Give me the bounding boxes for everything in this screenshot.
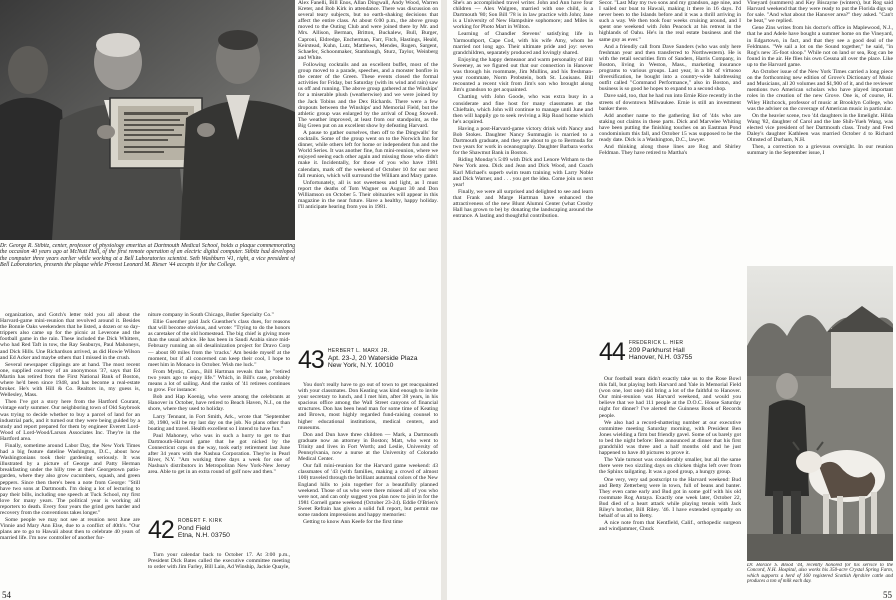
class-secretary-address (328, 348, 418, 370)
plaque-presentation-photo (0, 0, 295, 240)
paragraph: Add another name to the gathering list of '44s who are staking out claims in these parts. Dick and Marvelee Whiting have been putting the finishing touches on an Eastman Pond condominium this fall, and October 15 was supposed to be the ready date. Dick is a Washington, D.C., lawyer. (599, 112, 741, 144)
secretary-name: HERBERT L. MARX JR. (327, 348, 390, 354)
page-number: 55 (883, 589, 892, 600)
paragraph: Some people we may not see at reunion next June are Vinnie and Mary Ann Else, due to a conflict of 40th's. "Our plans are to go to Hawaii about then to celebrate 40 years of married life. I'm now controller of another fur- (0, 517, 140, 542)
photo-caption: Dr. George R. Stibitz, center, professor of physiology emeritus at Dartmouth Medical School, holds a plaque commemorating the occasion 40 years ago at McNutt Hall, of the first remote operation of an electric digital computer. Stibitz had developed the computer three years earlier while working at a Bell Laboratories scientist. Seth Washburn '41, right, a vice president of Bell Laboratories, presents the plaque while Provost Leonard M. Rieser '44 accepts it for the College. (0, 243, 295, 269)
paragraph: We also had a record-shattering number at our executive committee meeting Saturday morning, with President Ben Jones wielding a firm but friendly gavel. Some of us barely got to bed the night before: Ben announced at dinner that his first grandchild was three and a half months old and he just happened to have 40 pictures to prove it. (599, 419, 741, 457)
paragraph: Riding Monday's 5:09 with Dick and Lenore Witham to the New York area. Dick and Jean and Dick Wood, and Coach Karl Michael's superb swim team training with Larry Noble and Dick Warner, and . . . you get the idea. Come join us next year! (453, 157, 593, 188)
paragraph: niture company in South Chicago, Butler Specialty Co." (148, 312, 274, 318)
right-page (447, 0, 896, 600)
secretary-city: Etna, N.H. 03750 (177, 532, 230, 540)
paragraph: organization, and Gotch's letter told you all about the Harvard-game mini-reunion that revolved around it. Besides the Bonnie Oaks weekenders that he listed, a dozen or so day-trippers also came up for the picnic at Leverone and the football game in the rain. These included the Dick Whitters, who had Red Taft in tow, the Ray Seaburys, Paul Mahoneys, and Dick Hills. Une Richardson arrived, as did Howie Wilson and Ed Acker and maybe others that I missed in the crush. (0, 312, 140, 361)
paragraph: Gene Zins writes from his doctor's office in Maplewood, N.J., that he and Adele have bought a summer home on the Vineyard, in Edgartown, in fact, and that they see a good deal of the Feldmans. "We sail a lot on the Sound together," he said, "in Rog's new 35-foot sloop." While not on land or sea, Rog can be found in the air. He flies his own Cessna all over the place. Like up to the Harvard game. (747, 25, 893, 68)
right-column-2 (599, 0, 741, 340)
paragraph: From Mystic, Conn., Bill Hartman reveals that he "retired two years ago to enjoy life." Which, in Bill's case, probably means a lot of sailing. And the ranks of '41 retirees continues to grow. For instance: (148, 368, 290, 394)
secretary-name: FREDERICK L. HIER (628, 340, 684, 346)
paragraph: Secor. "Last May my two sons and my grandson, age nine, and I sailed our boat to Hawaii, making it there in 16 days. I'd never been to the Islands before and it was a thrill arriving in such a way. We then took four weeks cruising around, and I spent one weekend with John Peacock at his retreat in the highlands of Oahu. He's in the real estate business and the same guy as ever." (599, 0, 741, 43)
farm-cattle-photo (747, 266, 893, 561)
paragraph: Vineyard (summers) and Key Biscayne (winters), but Rog said Harvard weekend that they were ready to put the Florida digs up for sale. "And what about the Hanover area?" they asked. "Can't be beat," we replied. (747, 0, 893, 25)
paragraph: Our football team didn't exactly take us to the Rose Bowl this fall, but playing both Harvard and Yale in Memorial Field (won one, lost one) did bring a lot of the faithful to Hanover. Our mini-reunion was Harvard weekend, and would you believe that we had 111 people at the D.O.C. House Saturday night for dinner? I've alerted the Guinness Book of Records people. (599, 376, 741, 419)
paragraph: And a friendly call from Dave Sanders (who was only here freshman year and then transferred to Northwestern). He is with the retail securities firm of Sanders, Harris Company, in Boston, living in Weston, Mass., marketing insurance programs to various groups. Last year, in a bit of virtuoso diversification, he bought into a country-wide hairdressing outfit called "Command Performance," also in Boston, and business is so good he hopes to expand to a second shop. (599, 43, 741, 93)
left-column-2 (148, 312, 290, 512)
paragraph: Bob and Hap Koenig, who were among the celebrants at Hanover in October, have retired to Beach Haven, N.J., on the shore, where they used to holiday. (148, 394, 290, 413)
paragraph: A pause to gather ourselves, then off to the Dingwalls' for cocktails. Some of the group went on to the Norwich Inn for dinner, while others left for home or independent fun and the World Series. It was another fine, fun mini-reunion, where we enjoyed seeing each other again and missing those who didn't make it. Incidentally, for those of you who have 1981 calendars, mark off the weekend of October 10 for our next fall reunion, which will surround the William and Mary game. (298, 129, 438, 179)
secretary-street: Pond Field (177, 525, 211, 533)
paragraph: Following cocktails and an excellent buffet, most of the group moved to a parade, speeches, and a monster bonfire in the center of the Green. These events closed the formal activities for Friday, but Saturday (with its wind and rain) saw us off and running. The above group gathered at the Winships' for a miserable plush (weatherwise) and we were joined by the Jack Tobins and the Dex Richards. There were a few dropouts between the Winships' and Memorial Field, but the athletic group was enlarged by the arrival of Doug Stowell. The weather improved, at least from our standpoint, as the Big Green put on an excellent show by defeating Harvard. (298, 61, 438, 129)
class-43-heading (298, 348, 438, 378)
paragraph: Finally, we were all surprised and delighted to see and learn that Frank and Marge Hartman have enhanced the attractiveness of the new Blunt Alumni Center (what Crosby Hall has grown to be) by donating the landscaping around the entrance. A lasting and thoughtful contribution. (453, 188, 593, 220)
class-secretary-address (629, 340, 692, 362)
paragraph: Then, a correction to a grievous oversight. In our reunion summary in the September issue, I (747, 144, 893, 157)
left-column-3 (298, 0, 438, 345)
paragraph: Larry Tennant, in Fort Smith, Ark., wrote that "September 30, 1980, will be my last day on the job. No plans other than boating and travel. Health excellent so I intend to have fun." (148, 413, 290, 432)
class-year: 43 (298, 346, 324, 374)
right-column-2-tail (599, 376, 741, 590)
paragraph: Having a post-Harvard-game victory drink with Nancy and Bob Stokes. Daughter Nancy Summagin is married to a Dartmouth graduate, and they are about to go to Bermuda for two years for work in oceanography. Daughter Barbara works for the Shawmut Bank in Boston. (453, 125, 593, 157)
paragraph: Finally, sometime around Labor Day, the New York Times had a big feature dateline Washington, D.C., about how Washingtonians took their gardening seriously. It was illustrated by a picture of George and Patty Herman breakfasting under the hilly tree at their Georgetown patio-garden, where they also grow cucumbers, squash, and green peppers. Since then there's been a note from George: "Still have two sons at Dartmouth. I'm doing a lot of lecturing to pay their bills, including one speech at Tuck School, my first love for many years. The political year is working all reporters to death. Every four years the grind gets harder and recovery from the conventions takes longer." (0, 442, 140, 516)
paragraph: Chatting with John Goode, who was extra busy in a considerate and fine host for many classmates at the Chieftain, which John will continue to manage until June and then will happily go to seek reviving a Rip Road home which he's acquired. (453, 94, 593, 125)
paragraph: Getting to know Ann Keefe for the first time (303, 519, 403, 526)
left-page (0, 0, 441, 600)
secretary-name: ROBERT F. KIRK (177, 518, 223, 524)
paragraph: On the heavier scene, two '44 daughters in the limelight. Hilda Wang '82, daughter of Carol and the late Shih-Yueh Wang, was elected vice president of her Dartmouth class. Trudy and Fred Daley's daughter Kathleen was married October 4 to Richard Olmsted of Durham, N.H. (747, 112, 893, 144)
paragraph: And thinking along those lines are Rog and Shirley Feldman. They have retired to Martha's (599, 144, 741, 157)
photo-caption: Dr. Horace S. Blood '44, recently honored for his service to the Concord, N.H. Hospital, also works his 350-acre Crystal Spring Farm, which supports a herd of 160 registered Scottish Ayrshire cattle and produces a ton of milk each day. (747, 563, 893, 585)
paragraph: Unfortunately, all is not sweetness and light, as I must report the deaths of Tom Wagner on August 30 and Don Williamson on October 5. Their obituaries will appear in this magazine in the near future. Have a healthy, happy holiday. I'll anticipate hearing from you in 1981. (298, 179, 438, 211)
class-44-heading (599, 340, 741, 372)
paragraph: Several newspaper clippings are at hand. The most recent one, supplied courtesy of an anonymous '37, says that Ed Martin has retired from the First National Bank of Boston, where he'd been since 1948, and has become a real-estate broker. He's with Hill & Co. Realtors in, my guess is, Wellesley, Mass. (0, 361, 140, 399)
paragraph: Paul Mahoney, who was in such a hurry to get to that Dartmouth-Harvard game that he got nicked by the Connecticut cops on the way, took early retirement last June after 34 years with the Nashua Corporation. They're in Pearl River, N.Y. "Am working three days a week for one of Nashua's distributors in Metropolitan New York-New Jersey area. Able to get in an extra round of golf now and then." (148, 432, 290, 476)
page-number: 54 (2, 589, 11, 600)
class-42-heading (148, 518, 290, 548)
paragraph: Our fall mini-reunion for the Harvard game weekend: 43 classmates of '43 (with families, making a crowd of almost 100) traveled through the brilliant autumnal colors of the New England hills to join together for a beautifully planned weekend. Those of us who were there missed all of you who were not, and can only suggest you plan now to join in for the 1981 Cornell game weekend (October 23-24). Eddie O'Brien's Sweet Refrain has given a solid full report, but permit me some random impressions and happy memories: (298, 463, 438, 518)
paragraph: Dave said, too, that he had run into Ernie Rice recently in the streets of downtown Milwaukee. Ernie is still an investment banker there. (599, 93, 741, 112)
paragraph: Alex Fanelli, Bill Enos, Allan Dingwall, Andy Wood, Warren Kreter, and Bob Kirk in attendance. There was discussion on several teary subjects, but no earth-shaking decisions that affect the entire class. At about 6:00 p.m., the above group moved to the Outing Club and were joined there by Mr. and Mrs. Allison, Berman, Britton, Buckalew, Bull, Burger, Caproni, Eldredge, Encherman, Farr, Fitch, Hastings, Heald, Keirstead, Kuhn, Lutz, Matthews, Mendes, Rugen, Sargent, Schaefer, Schoonmaker, Stambaugh, Sturz, Taylor, Weinberg and White. (298, 0, 438, 61)
right-column-1 (453, 0, 593, 590)
photo-image (747, 266, 893, 561)
paragraph: An October issue of the New York Times carried a long piece on the forthcoming new edition of Grove's Dictionary of Music and Musicians, all 20 volumes and $1,900 of it, and the reviewer mentions two American scholars who have played important roles in the creation of the new Grove. One is, of course, H. Wiley Hitchcock, professor of music at Brooklyn College, who was the adviser on the coverage of American music in particular. (747, 69, 893, 112)
right-column-3 (747, 0, 893, 262)
photo-image (0, 0, 295, 240)
paragraph: Enjoying the happy demeanor and warm personality of Bill Sweeney, as we figured out that our connection in Hanover was through his roommate, Jim Mullins, and his freshman-year roommate, Norm Probstein, both St. Louisans. Bill recounted a recent visit from Jim's son who brought along Jim's grandson to get acquainted. (453, 56, 593, 94)
left-column-2-tail (148, 552, 290, 588)
paragraph: Then I've got a story here from the Hartford Courant, vintage early summer. Our neighboring town of Old Saybrook was trying to decide whether to buy a parcel of land for an industrial park, and it turned out they were being guided by a study and report prepared for them by engineer Everett Lord-Wood of Lord-Wood/Larson Associates Inc. They're in the Hartford area. (0, 399, 140, 442)
paragraph: Learning of Chandler Stevens' satisfying life in Yarmouthport, Cape Cod, with his wife Amy, whom he married not long ago. Their ultimate pride and joy: seven grandchildren, separately produced and lovingly shared. (453, 31, 593, 56)
paragraph: Ellie Guenther paid Jack Guenther's class dues, for reasons that will become obvious, and wrote: "Trying to do the honors as caretaker of the old homestead. The big chief is giving more than the usual advice. He has been in Saudi Arabia since mid-February running an oil desalinization project for Dravo Corp — about 80 miles from the 'cracks.' Am beside myself at the moment, but if all concerned can keep their cool, I hope to meet him in Monaco in October. Wish me luck." (148, 319, 290, 368)
left-column-1 (0, 312, 140, 590)
class-year: 44 (599, 338, 625, 366)
secretary-street: 209 Parkhurst Hall (628, 347, 685, 355)
paragraph: She's an accomplished travel writer. John and Ann have four children — Alex Walgren, married with one child, is a Dartmouth '80; Son Bill '78 is in law practice with John; Jane is a University of New Hampshire sophomore; and Miles is working for Photo Mart in Wilton. (453, 0, 593, 31)
paragraph: One very, very sad postscript to the Harvard weekend: Bud and Betty Zetterberg were in town, full of beans and banter. They even came early and Bud got in some golf with his old roommate Rog Antaya. Exactly one week later, October 22, Bud died of a heart attack while playing tennis with Jack Riley's brother, Bill Riley. '46. I have extended sympathy on behalf of us all to Betty. (599, 476, 741, 520)
secretary-street: Apt. 23-J, 20 Waterside Plaza (327, 355, 418, 363)
paragraph: You don't really have to go out of town to get reacquainted with your classmates. Don Keating was kind enough to invite your secretary to lunch, and I met him, after 38 years, in his spacious office among the Wall Street canyons of financial structures. Don has been head man for some time of Keating and Brown, most highly regarded fund-raising counsel to higher educational institutions, medical centers, and museums. (298, 382, 438, 431)
secretary-city: New York, N.Y. 10010 (327, 362, 394, 370)
class-year: 42 (148, 516, 174, 544)
paragraph: The Yale turnout was considerably smaller, but all the same there were two sizzling days on chicken thighs left over from the Sphinx tailgating. It was a good group, a hungry group. (599, 457, 741, 476)
left-column-3-tail (298, 382, 438, 590)
paragraph: A nice note from that Kentfield, Calif., orthopedic surgeon and windjammer, Chuck (599, 520, 741, 533)
secretary-city: Hanover, N.H. 03755 (628, 354, 693, 362)
paragraph: Don and Dun have three children — Mark, a Dartmouth graduate now an attorney in Boston; Matt, who went to Trinity and lives in Fort Worth; and Leslie, University of Pennsylvania, now a nurse at the University of Colorado Medical Center. (298, 431, 438, 463)
paragraph: Turn your calendar back to October 17. At 3:00 p.m., President Dick Bates called the executive committee meeting to order with Jim Farley, Bill Lain, Ad Winship, Jackie Quayle, (148, 552, 290, 571)
class-secretary-address (178, 518, 230, 540)
